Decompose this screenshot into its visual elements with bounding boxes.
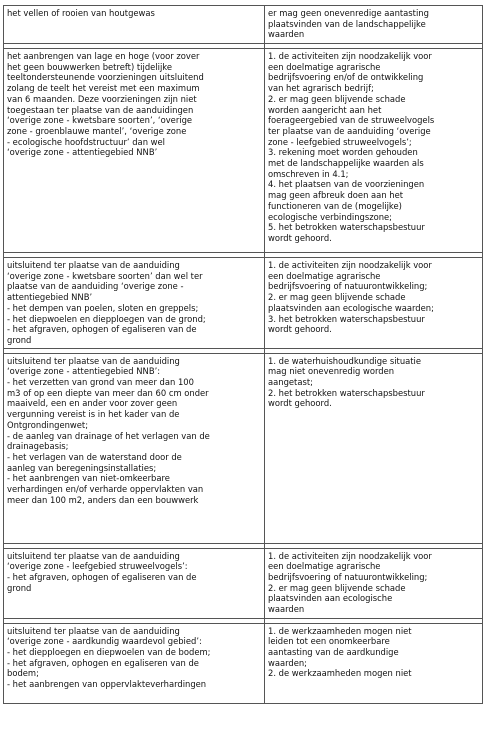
text-line: waarden; bbox=[268, 657, 308, 668]
text-line: aanleg van beregeningsinstallaties; bbox=[7, 462, 157, 473]
text-line: - het aanbrengen van oppervlakteverhardingen bbox=[7, 679, 207, 690]
text-line: 2. het betrokken waterschapsbestuur bbox=[268, 387, 425, 398]
text-line: aantasting van de aardkundige bbox=[268, 647, 399, 658]
text-line: aangetast; bbox=[268, 377, 313, 388]
table-row bbox=[4, 49, 483, 253]
activity-cell bbox=[4, 548, 265, 618]
text-line: het geen bouwwerken betreft) tijdelijke bbox=[7, 61, 172, 72]
text-line: 1. de activiteiten zijn noodzakelijk voor bbox=[268, 550, 432, 561]
text-line: 1. de activiteiten zijn noodzakelijk voor bbox=[268, 260, 432, 270]
text-line: 3. rekening moet worden gehouden bbox=[268, 147, 418, 158]
text-line: een doelmatige agrarische bbox=[268, 61, 381, 72]
text-line: functioneren van de (mogelijke) bbox=[268, 200, 402, 211]
text-line: zolang de teelt het vereist met een maximum bbox=[7, 83, 200, 94]
text-line: 1. de waterhuishoudkundige situatie bbox=[268, 355, 422, 366]
text-line: plaatsvinden aan ecologische bbox=[268, 593, 393, 604]
text-line: - het aanbrengen van niet-omkeerbare bbox=[7, 473, 170, 484]
text-line: uitsluitend ter plaatse van de aanduiding bbox=[7, 625, 180, 636]
text-line: - het dempen van poelen, sloten en greppels; bbox=[7, 302, 199, 313]
text-line: ‘overige zone - attentiegebied NNB’: bbox=[7, 366, 161, 377]
text-line: toegestaan ter plaatse van de aanduidingen bbox=[7, 104, 194, 115]
text-line: grond bbox=[7, 334, 32, 345]
text-line: 2. de werkzaamheden mogen niet bbox=[268, 668, 412, 679]
text-line: - het verzetten van grond van meer dan 100 bbox=[7, 377, 194, 388]
text-line: waarden bbox=[268, 29, 305, 40]
text-line: 2. er mag geen blijvende schade bbox=[268, 582, 406, 593]
text-line: - het diepploegen en diepwoelen van de bodem; bbox=[7, 647, 211, 658]
text-line: foerageergebied van de struweelvogels bbox=[268, 115, 435, 126]
text-line: wordt gehoord. bbox=[268, 232, 332, 243]
text-line: - ecologische hoofdstructuur’ dan wel bbox=[7, 136, 165, 147]
table-row bbox=[4, 548, 483, 618]
text-line: ecologische verbindingszone; bbox=[268, 211, 393, 222]
text-line: uitsluitend ter plaatse van de aanduiding bbox=[7, 550, 180, 561]
text-line: ‘overige zone - leefgebied struweelvogels’: bbox=[7, 561, 188, 572]
text-line: uitsluitend ter plaatse van de aanduiding bbox=[7, 260, 180, 270]
text-line: Ontgrondingenwet; bbox=[7, 419, 89, 430]
text-line: leiden tot een onomkeerbare bbox=[268, 636, 390, 647]
condition-cell bbox=[265, 6, 483, 44]
text-line: plaatsvinden van de landschappelijke bbox=[268, 18, 426, 29]
text-line: ter plaatse van de aanduiding ‘overige bbox=[268, 125, 431, 136]
text-line: wordt gehoord. bbox=[268, 324, 332, 335]
activity-cell bbox=[4, 258, 265, 349]
text-line: 3. het betrokken waterschapsbestuur bbox=[268, 313, 425, 324]
text-line: plaatsvinden aan ecologische waarden; bbox=[268, 302, 434, 313]
text-line: drainagebasis; bbox=[7, 441, 69, 452]
text-line: - het afgraven, ophogen en egaliseren van de bbox=[7, 657, 199, 668]
text-line: waarden bbox=[268, 604, 305, 615]
text-line: bodem; bbox=[7, 668, 39, 679]
condition-cell bbox=[265, 258, 483, 349]
text-line: attentiegebied NNB’ bbox=[7, 292, 93, 303]
text-line: een doelmatige agrarische bbox=[268, 270, 381, 281]
table-row bbox=[4, 258, 483, 349]
text-line: - het afgraven, ophogen of egaliseren van de bbox=[7, 324, 197, 335]
text-line: ‘overige zone - aardkundig waardevol gebied’: bbox=[7, 636, 202, 647]
activity-cell bbox=[4, 623, 265, 703]
condition-cell bbox=[265, 623, 483, 703]
text-line: uitsluitend ter plaatse van de aanduiding bbox=[7, 355, 180, 366]
text-line: 2. er mag geen blijvende schade bbox=[268, 292, 406, 303]
text-line: ‘overige zone - kwetsbare soorten’ dan wel ter bbox=[7, 270, 203, 281]
text-line: m3 of op een diepte van meer dan 60 cm onder bbox=[7, 387, 209, 398]
condition-cell bbox=[265, 548, 483, 618]
text-line: ‘overige zone - kwetsbare soorten’, ‘overige bbox=[7, 115, 193, 126]
table-row bbox=[4, 623, 483, 703]
text-line: 5. het betrokken waterschapsbestuur bbox=[268, 222, 425, 233]
text-line: ‘overige zone - attentiegebied NNB’ bbox=[7, 147, 158, 158]
activity-cell bbox=[4, 353, 265, 543]
activity-cell bbox=[4, 6, 265, 44]
text-line: het vellen of rooien van houtgewas bbox=[7, 8, 155, 18]
rules-table-body bbox=[4, 6, 483, 704]
text-line: grond bbox=[7, 582, 32, 593]
text-line: er mag geen onevenredige aantasting bbox=[268, 8, 429, 18]
text-line: van 6 maanden. Deze voorzieningen zijn niet bbox=[7, 93, 197, 104]
text-line: teeltondersteunende voorzieningen uitsluitend bbox=[7, 72, 204, 83]
table-row bbox=[4, 6, 483, 44]
text-line: zone - leefgebied struweelvogels’; bbox=[268, 136, 412, 147]
table-row bbox=[4, 353, 483, 543]
text-line: zone - groenblauwe mantel’, ‘overige zone bbox=[7, 125, 187, 136]
text-line: maaiveld, een en ander voor zover geen bbox=[7, 398, 178, 409]
text-line: mag niet onevenredig worden bbox=[268, 366, 395, 377]
text-line: 2. er mag geen blijvende schade bbox=[268, 93, 406, 104]
condition-cell bbox=[265, 49, 483, 253]
text-line: 1. de activiteiten zijn noodzakelijk voor bbox=[268, 51, 432, 61]
text-line: plaatse van de aanduiding ‘overige zone - bbox=[7, 281, 184, 292]
text-line: bedrijfsvoering of natuurontwikkeling; bbox=[268, 281, 428, 292]
text-line: vergunning vereist is in het kader van de bbox=[7, 409, 180, 420]
text-line: bedrijfsvoering en/of de ontwikkeling bbox=[268, 72, 424, 83]
text-line: een doelmatige agrarische bbox=[268, 561, 381, 572]
text-line: mag geen afbreuk doen aan het bbox=[268, 190, 404, 201]
text-line: - het diepwoelen en diepploegen van de grond; bbox=[7, 313, 206, 324]
text-line: omschreven in 4.1; bbox=[268, 168, 349, 179]
text-line: met de landschappelijke waarden als bbox=[268, 158, 424, 169]
rules-table bbox=[3, 5, 483, 704]
text-line: 4. het plaatsen van de voorzieningen bbox=[268, 179, 425, 190]
text-line: - het verlagen van de waterstand door de bbox=[7, 451, 182, 462]
text-line: - de aanleg van drainage of het verlagen van de bbox=[7, 430, 210, 441]
text-line: het aanbrengen van lage en hoge (voor zover bbox=[7, 51, 200, 61]
text-line: - het afgraven, ophogen of egaliseren van de bbox=[7, 572, 197, 583]
text-line: bedrijfsvoering of natuurontwikkeling; bbox=[268, 572, 428, 583]
activity-cell bbox=[4, 49, 265, 253]
text-line: wordt gehoord. bbox=[268, 398, 332, 409]
text-line: 1. de werkzaamheden mogen niet bbox=[268, 625, 412, 636]
text-line: meer dan 100 m2, anders dan een bouwwerk bbox=[7, 494, 199, 505]
text-line: van het agrarisch bedrijf; bbox=[268, 83, 374, 94]
text-line: verhardingen en/of verharde oppervlakten van bbox=[7, 484, 204, 495]
condition-cell bbox=[265, 353, 483, 543]
text-line: worden aangericht aan het bbox=[268, 104, 382, 115]
